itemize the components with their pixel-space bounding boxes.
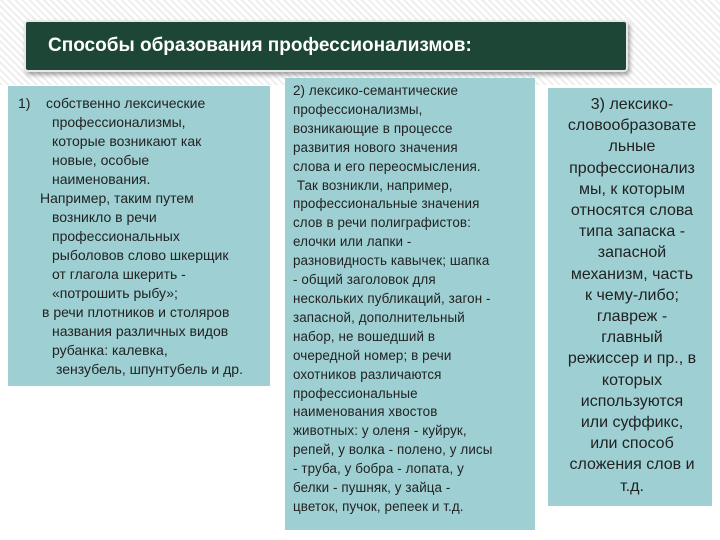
text-line: относятся слова <box>570 202 694 220</box>
text-line: охотников различаются <box>293 366 442 382</box>
text-line: репей, у волка - полено, у лисы <box>293 442 493 458</box>
text-line: типа запаска - <box>578 223 686 241</box>
text-line: Например, таким путем <box>40 190 194 206</box>
method-box-3 <box>548 88 712 506</box>
text-line: профессиональные значения <box>293 196 480 212</box>
text-line: елочки или лапки - <box>293 234 412 250</box>
text-line: животных: у оленя - куйрук, <box>293 423 467 439</box>
text-line: зензубель, шпунтубель и др. <box>56 361 243 377</box>
text-line: главный <box>601 329 663 347</box>
text-line: режиссер и пр., в <box>567 350 697 368</box>
text-line: механизм, часть <box>570 265 694 283</box>
text-line: главреж - <box>596 308 668 326</box>
text-line: профессионализ <box>569 159 695 177</box>
text-line: возникающие в процессе <box>293 120 453 136</box>
text-line: слов в речи полиграфистов: <box>293 215 471 231</box>
text-line: очередной номер; в речи <box>293 347 452 363</box>
text-line: «потрошить рыбу»; <box>52 285 178 301</box>
text-line: которых <box>601 371 663 389</box>
method-1-text <box>18 94 268 379</box>
text-line: развития нового значения <box>293 139 458 155</box>
text-line: запасной, дополнительный <box>293 309 465 325</box>
text-line: т.д. <box>620 477 644 495</box>
text-line: профессионализмы, <box>52 114 186 130</box>
text-line: в речи плотников и столяров <box>42 304 230 320</box>
text-line: профессиональных <box>52 228 180 244</box>
text-line: - труба, у бобра - лопата, у <box>293 461 464 477</box>
title-bar <box>24 20 628 72</box>
text-line: или суффикс, <box>580 414 684 432</box>
method-1-number: 1) <box>18 95 31 111</box>
method-2-text <box>293 82 531 517</box>
text-line: от глагола шкерить - <box>52 266 186 282</box>
text-line: разновидность кавычек; шапка <box>293 253 490 269</box>
method-box-1 <box>8 86 270 386</box>
text-line: к чему-либо; <box>585 286 679 304</box>
text-line: мы, к которым <box>578 180 685 198</box>
text-line: используются <box>580 392 684 410</box>
text-line: Так возникли, например, <box>293 177 453 193</box>
text-line: - общий заголовок для <box>293 272 436 288</box>
text-line: наименования хвостов <box>293 404 438 420</box>
text-line: наименования. <box>52 171 151 187</box>
text-line: новые, особые <box>52 152 150 168</box>
text-line: рыболовов слово шкерщик <box>52 247 229 263</box>
text-line: набор, не вошедший в <box>293 328 436 344</box>
method-box-2 <box>285 78 535 530</box>
text-line: словообразовате <box>567 117 697 135</box>
text-line: цветок, пучок, репеек и т.д. <box>293 498 464 514</box>
text-line: профессионализмы, <box>293 101 423 117</box>
text-line: запасной <box>597 244 667 262</box>
text-line: возникло в речи <box>52 209 157 225</box>
text-line: названия различных видов <box>52 323 229 339</box>
text-line: 3) лексико- <box>590 96 674 113</box>
text-line: рубанка: калевка, <box>52 342 168 358</box>
text-line: 2) лексико-семантические <box>293 83 459 98</box>
text-line: нескольких публикаций, загон - <box>293 290 491 306</box>
method-3-text <box>554 94 710 497</box>
text-line: сложения слов и <box>569 456 695 474</box>
text-line: которые возникают как <box>52 133 202 149</box>
text-line: слова и его переосмысления. <box>293 158 481 174</box>
text-line: льные <box>608 138 656 156</box>
text-line: профессиональные <box>293 385 418 401</box>
slide-title: Способы образования профессионализмов: <box>48 35 472 56</box>
text-line: собственно лексические <box>46 95 206 111</box>
text-line: или способ <box>590 435 674 453</box>
text-line: белки - пушняк, у зайца - <box>293 480 451 496</box>
